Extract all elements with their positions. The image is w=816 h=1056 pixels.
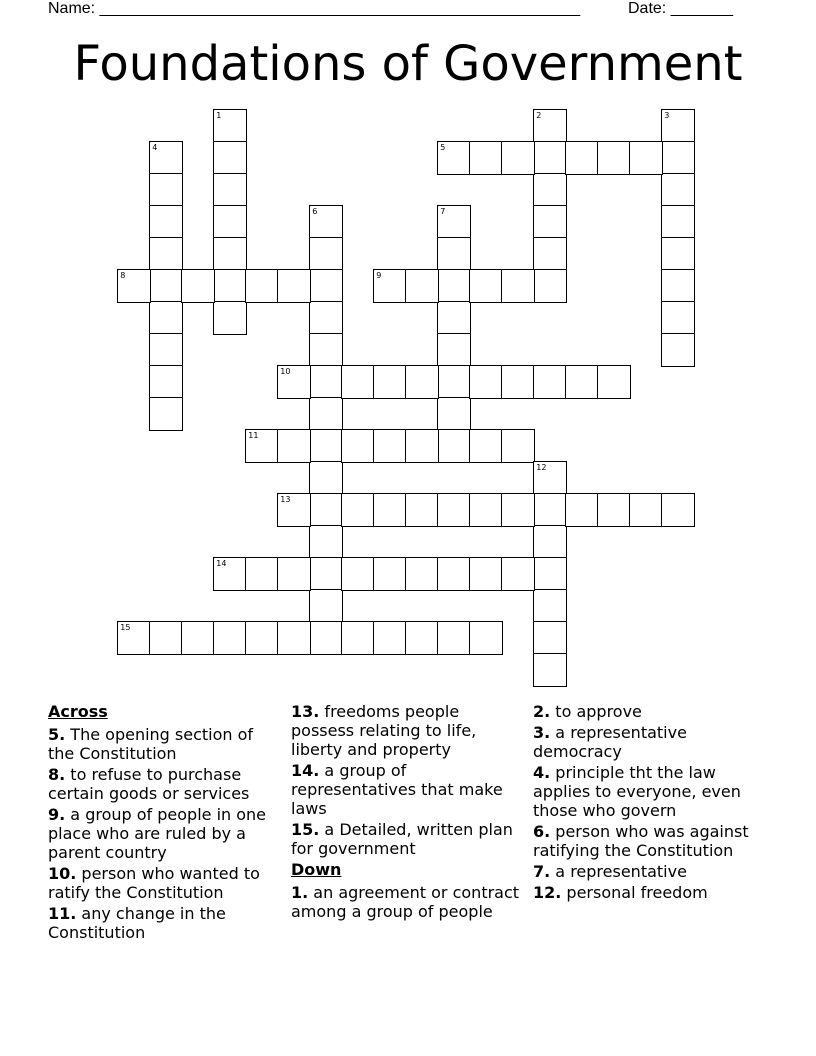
grid-cell[interactable]	[469, 141, 503, 175]
clue-item-text: a Detailed, written plan for government	[291, 820, 513, 858]
clue-number: 13	[280, 495, 291, 505]
name-field[interactable]: Name: ______________________________________________________	[48, 0, 581, 17]
grid-cell[interactable]	[149, 173, 183, 207]
grid-cell[interactable]	[213, 621, 247, 655]
clue-number: 14	[216, 559, 227, 569]
grid-cell[interactable]	[469, 493, 503, 527]
grid-cell[interactable]	[309, 365, 343, 399]
grid-cell[interactable]	[533, 493, 567, 527]
grid-cell[interactable]	[373, 269, 407, 303]
clue-item-number: 13.	[291, 702, 320, 721]
down-clue-list	[291, 883, 527, 921]
clue-item-text: a group of representatives that make laws	[291, 761, 503, 818]
clue-number: 3	[664, 111, 670, 121]
grid-cell[interactable]	[533, 365, 567, 399]
down-heading: Down	[291, 860, 342, 879]
grid-cell[interactable]	[533, 621, 567, 655]
grid-cell[interactable]	[533, 205, 567, 239]
clue-number: 8	[120, 271, 126, 281]
clue-item-text: an agreement or contract among a group of people	[291, 883, 520, 921]
grid-cell[interactable]	[245, 621, 279, 655]
grid-cell[interactable]	[341, 429, 375, 463]
grid-cell[interactable]	[309, 493, 343, 527]
clue-number: 10	[280, 367, 291, 377]
clue-item-text: to refuse to purchase certain goods or services	[48, 765, 250, 803]
grid-cell[interactable]	[213, 269, 247, 303]
grid-cell[interactable]	[149, 301, 183, 335]
grid-cell[interactable]	[213, 205, 247, 239]
grid-cell[interactable]	[213, 109, 247, 143]
grid-cell[interactable]	[437, 237, 471, 271]
grid-cell[interactable]	[277, 365, 311, 399]
clue-item	[48, 904, 278, 942]
grid-cell[interactable]	[309, 269, 343, 303]
clue-item-number: 6.	[533, 822, 551, 841]
grid-cell[interactable]	[373, 429, 407, 463]
grid-cell[interactable]	[437, 621, 471, 655]
grid-cell[interactable]	[533, 141, 567, 175]
clue-item	[533, 702, 773, 721]
grid-cell[interactable]	[213, 141, 247, 175]
grid-cell[interactable]	[373, 621, 407, 655]
clue-item-number: 10.	[48, 864, 77, 883]
grid-cell[interactable]	[469, 621, 503, 655]
grid-cell[interactable]	[181, 621, 215, 655]
clue-item-text: any change in the Constitution	[48, 904, 226, 942]
across-heading: Across	[48, 702, 108, 721]
clue-item	[291, 820, 527, 858]
clue-number: 11	[248, 431, 259, 441]
grid-cell[interactable]	[661, 141, 695, 175]
grid-cell[interactable]	[309, 301, 343, 335]
clue-item-text: person who was against ratifying the Constitution	[533, 822, 749, 860]
clue-number: 5	[440, 143, 446, 153]
grid-cell[interactable]	[117, 269, 151, 303]
grid-cell[interactable]	[501, 365, 535, 399]
clue-item	[291, 702, 527, 759]
grid-cell[interactable]	[501, 493, 535, 527]
grid-cell[interactable]	[501, 429, 535, 463]
grid-cell[interactable]	[661, 173, 695, 207]
clue-item	[48, 864, 278, 902]
clue-item-text: The opening section of the Constitution	[48, 725, 254, 763]
clue-item-text: principle tht the law applies to everyone, even those who govern	[533, 763, 741, 820]
grid-cell[interactable]	[181, 269, 215, 303]
grid-cell[interactable]	[309, 333, 343, 367]
grid-cell[interactable]	[533, 173, 567, 207]
grid-cell[interactable]	[629, 141, 663, 175]
clue-item	[48, 765, 278, 803]
grid-cell[interactable]	[213, 173, 247, 207]
clue-item	[48, 725, 278, 763]
clue-number: 9	[376, 271, 382, 281]
grid-cell[interactable]	[661, 237, 695, 271]
clues-column-1	[48, 702, 278, 944]
clue-item-number: 15.	[291, 820, 320, 839]
clue-number: 2	[536, 111, 542, 121]
grid-cell[interactable]	[277, 557, 311, 591]
clue-item-number: 14.	[291, 761, 320, 780]
grid-cell[interactable]	[597, 141, 631, 175]
clues-column-2	[291, 702, 527, 923]
grid-cell[interactable]	[533, 525, 567, 559]
grid-cell[interactable]	[149, 621, 183, 655]
grid-cell[interactable]	[533, 109, 567, 143]
grid-cell[interactable]	[213, 301, 247, 335]
grid-cell[interactable]	[309, 461, 343, 495]
across-clue-list-continued	[291, 702, 527, 858]
grid-cell[interactable]	[309, 525, 343, 559]
grid-cell[interactable]	[405, 429, 439, 463]
clue-item-number: 12.	[533, 883, 562, 902]
grid-cell[interactable]	[341, 557, 375, 591]
clue-item-text: freedoms people possess relating to life, liberty and property	[291, 702, 477, 759]
clue-number: 1	[216, 111, 222, 121]
grid-cell[interactable]	[437, 397, 471, 431]
grid-cell[interactable]	[437, 429, 471, 463]
clue-item-text: person who wanted to ratify the Constitution	[48, 864, 260, 902]
clue-item-number: 4.	[533, 763, 551, 782]
grid-cell[interactable]	[437, 365, 471, 399]
grid-cell[interactable]	[469, 557, 503, 591]
clue-number: 7	[440, 207, 446, 217]
grid-cell[interactable]	[149, 397, 183, 431]
clue-item	[533, 822, 773, 860]
grid-cell[interactable]	[437, 557, 471, 591]
clue-item-number: 5.	[48, 725, 66, 744]
grid-cell[interactable]	[309, 205, 343, 239]
grid-cell[interactable]	[373, 493, 407, 527]
grid-cell[interactable]	[437, 301, 471, 335]
clue-item-text: a representative	[550, 862, 687, 881]
grid-cell[interactable]	[373, 365, 407, 399]
grid-cell[interactable]	[405, 493, 439, 527]
grid-cell[interactable]	[149, 333, 183, 367]
grid-cell[interactable]	[661, 109, 695, 143]
date-field[interactable]: Date: _______	[628, 0, 733, 17]
clue-item-number: 7.	[533, 862, 551, 881]
across-clue-list	[48, 725, 278, 942]
clue-number: 12	[536, 463, 547, 473]
grid-cell[interactable]	[149, 237, 183, 271]
down-clue-list-continued	[533, 702, 773, 902]
grid-cell[interactable]	[533, 557, 567, 591]
grid-cell[interactable]	[341, 365, 375, 399]
grid-cell[interactable]	[213, 557, 247, 591]
grid-cell[interactable]	[245, 429, 279, 463]
grid-cell[interactable]	[565, 365, 599, 399]
grid-cell[interactable]	[341, 493, 375, 527]
grid-cell[interactable]	[661, 269, 695, 303]
grid-cell[interactable]	[629, 493, 663, 527]
clue-item-number: 11.	[48, 904, 77, 923]
grid-cell[interactable]	[405, 621, 439, 655]
grid-cell[interactable]	[661, 493, 695, 527]
grid-cell[interactable]	[149, 269, 183, 303]
clue-item	[533, 763, 773, 820]
grid-cell[interactable]	[597, 493, 631, 527]
grid-cell[interactable]	[469, 365, 503, 399]
clue-item-text: a representative democracy	[533, 723, 687, 761]
grid-cell[interactable]	[469, 269, 503, 303]
grid-cell[interactable]	[661, 301, 695, 335]
clues-column-3	[533, 702, 773, 904]
grid-cell[interactable]	[469, 429, 503, 463]
grid-cell[interactable]	[565, 493, 599, 527]
clue-item	[48, 805, 278, 862]
clue-number: 6	[312, 207, 318, 217]
grid-cell[interactable]	[661, 205, 695, 239]
clue-item	[533, 883, 773, 902]
grid-cell[interactable]	[597, 365, 631, 399]
grid-cell[interactable]	[213, 237, 247, 271]
clue-item	[533, 723, 773, 761]
clue-number: 4	[152, 143, 158, 153]
grid-cell[interactable]	[309, 237, 343, 271]
page-title: Foundations of Government	[73, 36, 743, 92]
grid-cell[interactable]	[309, 557, 343, 591]
grid-cell[interactable]	[405, 365, 439, 399]
grid-cell[interactable]	[309, 589, 343, 623]
grid-cell[interactable]	[437, 205, 471, 239]
grid-cell[interactable]	[405, 557, 439, 591]
clue-item-number: 1.	[291, 883, 309, 902]
clue-item-number: 2.	[533, 702, 551, 721]
clue-item-number: 8.	[48, 765, 66, 784]
grid-cell[interactable]	[373, 557, 407, 591]
grid-cell[interactable]	[277, 269, 311, 303]
grid-cell[interactable]	[661, 333, 695, 367]
grid-cell[interactable]	[277, 621, 311, 655]
clue-item	[291, 761, 527, 818]
grid-cell[interactable]	[565, 141, 599, 175]
grid-cell[interactable]	[309, 397, 343, 431]
grid-cell[interactable]	[149, 205, 183, 239]
grid-cell[interactable]	[533, 653, 567, 687]
grid-cell[interactable]	[277, 429, 311, 463]
grid-cell[interactable]	[117, 621, 151, 655]
clue-item-text: personal freedom	[561, 883, 708, 902]
grid-cell[interactable]	[245, 557, 279, 591]
grid-cell[interactable]	[309, 621, 343, 655]
clue-item	[291, 883, 527, 921]
grid-cell[interactable]	[437, 493, 471, 527]
grid-cell[interactable]	[533, 461, 567, 495]
grid-cell[interactable]	[149, 141, 183, 175]
grid-cell[interactable]	[501, 269, 535, 303]
clue-number: 15	[120, 623, 131, 633]
grid-cell[interactable]	[501, 557, 535, 591]
grid-cell[interactable]	[245, 269, 279, 303]
clue-item-text: a group of people in one place who are ruled by a parent country	[48, 805, 267, 862]
grid-cell[interactable]	[437, 141, 471, 175]
grid-cell[interactable]	[341, 621, 375, 655]
grid-cell[interactable]	[309, 429, 343, 463]
clue-item	[533, 862, 773, 881]
grid-cell[interactable]	[533, 237, 567, 271]
clue-item-number: 3.	[533, 723, 551, 742]
clue-item-text: to approve	[550, 702, 642, 721]
grid-cell[interactable]	[533, 589, 567, 623]
grid-cell[interactable]	[277, 493, 311, 527]
grid-cell[interactable]	[437, 333, 471, 367]
grid-cell[interactable]	[149, 365, 183, 399]
clue-item-number: 9.	[48, 805, 66, 824]
grid-cell[interactable]	[437, 269, 471, 303]
grid-cell[interactable]	[533, 269, 567, 303]
grid-cell[interactable]	[501, 141, 535, 175]
grid-cell[interactable]	[405, 269, 439, 303]
